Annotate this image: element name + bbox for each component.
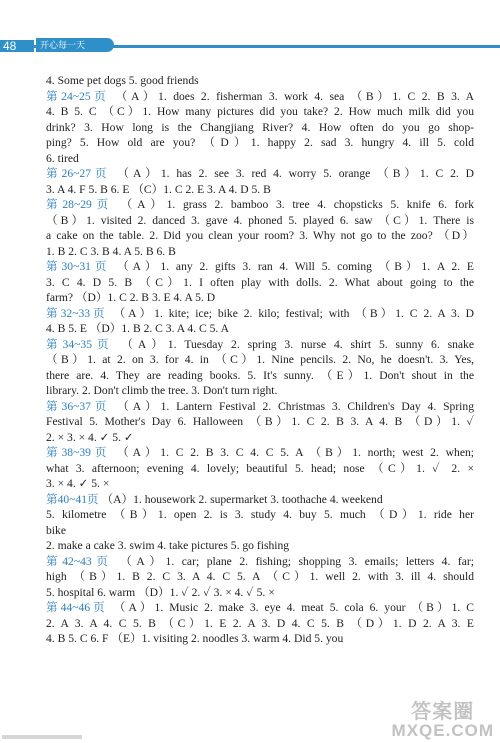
answer-text: high （B）1. B 2. C 3. A 4. C 5. A （C）1. well 2. with 3. ill 4. should (46, 570, 474, 583)
answer-line (46, 368, 474, 384)
answer-text: （A）1. Lantern Festival 2. Christmas 3. Children's Day 4. Spring (110, 399, 474, 413)
page-range-label: 第44~46页 (46, 601, 108, 614)
answer-text: 3. × 4. ✓ 5. × (46, 477, 110, 490)
answer-text: 4. B 5. C 6. F （E）1. visiting 2. noodles 3. warm 4. Did 5. you (46, 632, 344, 645)
answer-line (46, 213, 474, 229)
answer-text: 3. C 4. D 5. B （C）1. I often play with dolls. 2. What about going to the (46, 275, 474, 289)
page-range-label: 第40~41页 (46, 492, 99, 506)
answer-line (46, 275, 474, 291)
footer-mark (2, 735, 82, 739)
answer-line (46, 337, 474, 353)
answer-text: 2. make a cake 3. swim 4. take pictures 5. go fishing (46, 539, 290, 552)
answer-line (46, 290, 474, 306)
answer-line (46, 151, 474, 167)
page-number-block (0, 40, 34, 52)
answer-text: 4. Some pet dogs 5. good friends (46, 74, 199, 87)
answer-text: farm? （D）1. C 2. B 3. E 4. A 5. D (46, 291, 216, 304)
answer-text: library. 2. Don't climb the tree. 3. Don't turn right. (46, 384, 278, 397)
page-range-label: 第26~27页 (46, 167, 111, 180)
answer-text: （A）1. housework 2. supermarket 3. toothache 4. weekend (98, 492, 383, 506)
answer-line (46, 631, 474, 647)
answer-line (46, 166, 474, 182)
answer-line (46, 523, 474, 539)
answer-line (46, 259, 474, 275)
answer-line (46, 321, 474, 337)
answer-line (46, 399, 474, 415)
answer-text: drink? 3. How long is the Changjiang River? 4. How often do you go shop- (46, 120, 474, 134)
answer-line (46, 73, 474, 89)
page-range-label: 第42~43页 (46, 554, 113, 568)
page-range-label: 第28~29页 (46, 198, 114, 211)
answer-line (46, 244, 474, 260)
answer-line (46, 228, 474, 244)
answer-text: 2. × 3. × 4. ✓ 5. ✓ (46, 430, 134, 444)
answer-text: （B）1. at 2. on 3. for 4. in （C）1. Nine pencils. 2. No, he doesn't. 3. Yes, (46, 353, 474, 366)
header-tag: 开心每一天 (36, 38, 114, 52)
watermark-top: 答案圈 (411, 701, 475, 723)
answer-line (46, 600, 474, 616)
answer-text: （A）1. kite; ice; bike 2. kilo; festival; with （B）1. C 2. A 3. D (107, 306, 474, 320)
answer-text: 4. B 5. C （C）1. How many pictures did you take? 2. How much milk did you (46, 105, 474, 118)
answer-text: （B）1. visited 2. danced 3. gave 4. phoned 5. played 6. saw （C）1. There is (46, 213, 474, 227)
answer-line (46, 616, 474, 632)
page-range-label: 第32~33页 (46, 306, 108, 320)
answer-line (46, 352, 474, 368)
answer-line (46, 306, 474, 322)
answer-line (46, 182, 474, 198)
answer-line (46, 569, 474, 585)
answer-text: 4. B 5. E （D）1. B 2. C 3. A 4. C 5. A (46, 322, 229, 335)
answer-text: a cake on the table. 2. Did you clean your room? 3. Why not go to the zoo? （D） (46, 229, 474, 242)
answer-text: 5. hospital 6. warm （D）1. ✓ 2. ✓ 3. × 4. ✓ 5. × (46, 585, 275, 599)
answer-line (46, 430, 474, 446)
answer-content (46, 73, 474, 647)
page-range-label: 第24~25页 (46, 89, 110, 103)
answer-text: 2. A 3. A 4. C 5. B （C）1. E 2. A 3. D 4. C 5. B （D）1. D 2. A 3. E (46, 616, 474, 630)
answer-line (46, 383, 474, 399)
answer-text: （A）1. does 2. fisherman 3. work 4. sea （B）1. C 2. B 3. A (109, 89, 474, 103)
answer-text: （A）1. Music 2. make 3. eye 4. meat 5. cola 6. your （B）1. C (107, 601, 474, 614)
answer-text: （A）1. car; plane 2. fishing; shopping 3. emails; letters 4. far; (112, 554, 474, 568)
page-range-label: 第34~35页 (46, 337, 114, 351)
watermark-bottom: MXQE.COM (391, 721, 494, 740)
page-number: 48 (3, 39, 17, 53)
page-range-label: 第36~37页 (46, 399, 111, 413)
watermark-logo (392, 702, 494, 739)
page-range-label: 第38~39页 (46, 446, 111, 459)
answer-text: 6. tired (46, 151, 79, 165)
answer-text: （A）1. has 2. see 3. red 4. worry 5. orange （B）1. C 2. D (110, 167, 474, 180)
answer-text: （A）1. grass 2. bamboo 3. tree 4. chopsticks 5. knife 6. fork (113, 198, 474, 211)
answer-text: ping? 5. How old are you? （D）1. happy 2. sad 3. hungry 4. ill 5. cold (46, 136, 474, 149)
answer-text: （A）1. Tuesday 2. spring 3. nurse 4. shirt 5. sunny 6. snake (113, 337, 474, 351)
answer-text: there are. 4. They are reading books. 5. It's sunny. （E）1. Don't shout in the (46, 368, 474, 382)
answer-text: bike (46, 523, 66, 537)
answer-line (46, 197, 474, 213)
answer-line (46, 135, 474, 151)
answer-line (46, 585, 474, 601)
answer-line (46, 476, 474, 492)
answer-text: 3. A 4. F 5. B 6. E （C）1. C 2. E 3. A 4. D 5. B (46, 182, 271, 196)
answer-line (46, 461, 474, 477)
header-band (0, 40, 500, 52)
answer-line (46, 492, 474, 508)
answer-text: Festival 5. Mother's Day 6. Halloween （B）1. C 2. B 3. A 4. B （D）1. ✓ (46, 415, 474, 428)
answer-line (46, 104, 474, 120)
answer-text: 5. kilometre （B）1. open 2. is 3. study 4. buy 5. much （D）1. ride her (46, 508, 474, 521)
answer-line (46, 414, 474, 430)
answer-line (46, 538, 474, 554)
answer-line (46, 120, 474, 136)
answer-text: what 3. afternoon; evening 4. lovely; beautiful 5. head; nose （C）1. ✓ 2. × (46, 461, 474, 475)
answer-line (46, 507, 474, 523)
answer-line (46, 89, 474, 105)
answer-text: （A）1. C 2. B 3. C 4. C 5. A （B）1. north; west 2. when; (110, 446, 474, 459)
answer-line (46, 554, 474, 570)
answer-line (46, 445, 474, 461)
page-range-label: 第30~31页 (46, 260, 111, 273)
answer-text: 1. B 2. C 3. B 4. A 5. B 6. B (46, 244, 176, 258)
answer-text: （A）1. any 2. gifts 3. ran 4. Will 5. coming （B）1. A 2. E (110, 260, 474, 273)
